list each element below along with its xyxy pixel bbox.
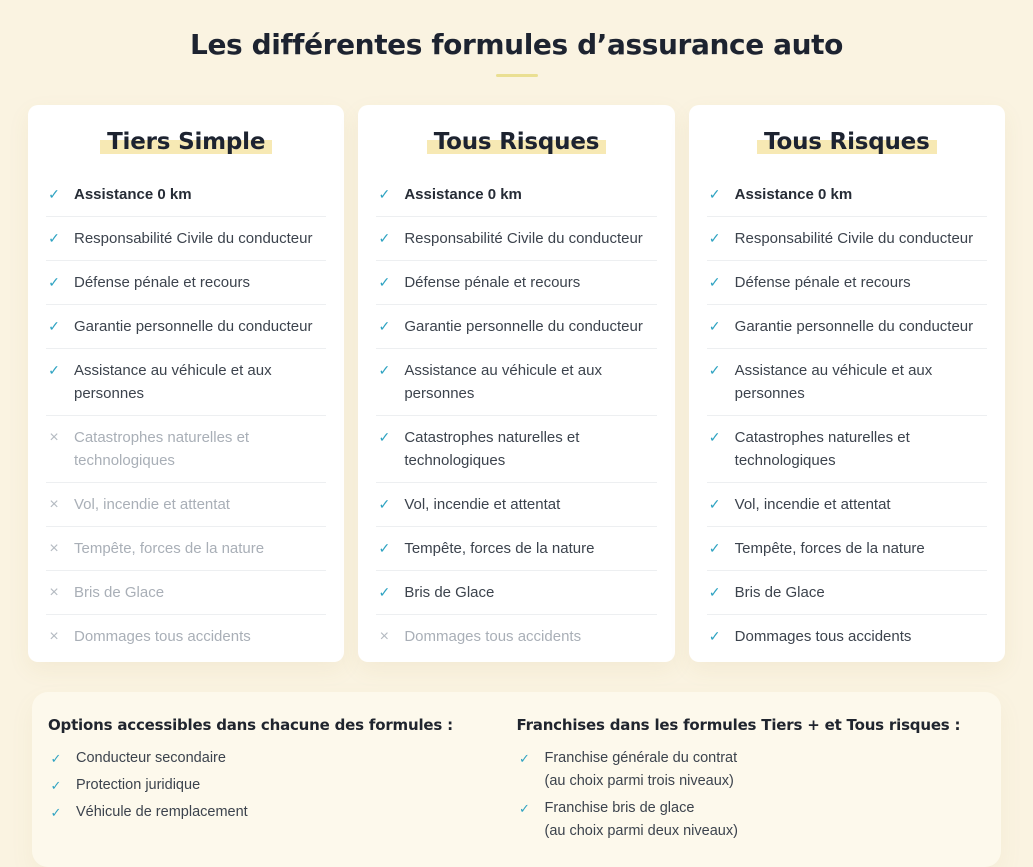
option-item xyxy=(48,801,517,824)
check-icon: ✓ xyxy=(378,496,391,512)
plan-cards xyxy=(28,105,1005,662)
check-icon: ✓ xyxy=(378,540,391,556)
check-icon: ✓ xyxy=(708,274,721,290)
title-accent-bar xyxy=(496,74,538,77)
feature-label: Garantie personnelle du conducteur xyxy=(734,318,974,335)
check-icon: ✓ xyxy=(708,429,721,445)
feature-label: Dommages tous accidents xyxy=(404,628,582,645)
franchise-item-note: (au choix parmi trois niveaux) xyxy=(544,773,734,789)
check-icon: ✓ xyxy=(378,318,391,334)
check-icon: ✓ xyxy=(708,496,721,512)
check-icon: ✓ xyxy=(708,318,721,334)
feature-label: Assistance 0 km xyxy=(74,186,192,203)
franchise-item xyxy=(517,797,986,843)
options-heading: Options accessibles dans chacune des formules : xyxy=(48,716,453,734)
cross-icon: × xyxy=(49,496,59,513)
franchise-item-label: Franchise générale du contrat xyxy=(544,750,738,766)
feature-row xyxy=(46,349,326,416)
feature-list xyxy=(376,173,656,658)
feature-row xyxy=(46,173,326,217)
check-icon: ✓ xyxy=(708,628,721,644)
feature-row xyxy=(376,527,656,571)
feature-label: Catastrophes naturelles et technologiques xyxy=(734,429,910,469)
feature-label: Bris de Glace xyxy=(734,584,825,601)
feature-label: Défense pénale et recours xyxy=(74,274,250,291)
check-icon: ✓ xyxy=(48,230,60,246)
feature-row xyxy=(376,217,656,261)
options-list xyxy=(48,747,517,824)
feature-label: Responsabilité Civile du conducteur xyxy=(74,230,313,247)
feature-label: Garantie personnelle du conducteur xyxy=(404,318,643,335)
feature-row xyxy=(46,483,326,527)
feature-row xyxy=(707,349,987,416)
cross-icon: × xyxy=(49,628,59,645)
franchises-list xyxy=(517,747,986,843)
feature-row xyxy=(376,483,656,527)
option-item-label: Véhicule de remplacement xyxy=(76,804,248,820)
plan-card-title xyxy=(46,129,326,155)
check-icon: ✓ xyxy=(378,429,391,445)
check-icon: ✓ xyxy=(48,318,60,334)
plan-card-title-highlight: Tiers Simple xyxy=(100,129,272,155)
feature-row xyxy=(46,527,326,571)
plan-card-title-highlight: Tous Risques xyxy=(757,129,937,155)
feature-label: Assistance au véhicule et aux personnes xyxy=(404,362,602,402)
feature-label: Dommages tous accidents xyxy=(74,628,251,645)
feature-row xyxy=(707,416,987,483)
check-icon: ✓ xyxy=(708,584,721,600)
feature-row xyxy=(376,615,656,658)
feature-row xyxy=(707,305,987,349)
check-icon: ✓ xyxy=(378,274,391,290)
option-item-label: Conducteur secondaire xyxy=(76,750,226,766)
feature-row xyxy=(376,261,656,305)
feature-row xyxy=(376,571,656,615)
check-icon: ✓ xyxy=(708,186,721,202)
franchise-item-label: Franchise bris de glace xyxy=(544,800,695,816)
franchises-heading: Franchises dans les formules Tiers + et Tous risques : xyxy=(516,716,961,734)
check-icon: ✓ xyxy=(378,186,391,202)
feature-row xyxy=(46,416,326,483)
feature-label: Vol, incendie et attentat xyxy=(404,496,561,513)
franchise-item-note: (au choix parmi deux niveaux) xyxy=(544,823,738,839)
check-icon: ✓ xyxy=(378,362,391,378)
feature-row xyxy=(707,261,987,305)
option-item-body xyxy=(76,747,226,770)
feature-label: Dommages tous accidents xyxy=(734,628,912,645)
feature-label: Vol, incendie et attentat xyxy=(74,496,230,513)
check-icon: ✓ xyxy=(708,362,721,378)
check-icon: ✓ xyxy=(378,230,391,246)
plan-card xyxy=(689,105,1005,662)
feature-list xyxy=(46,173,326,658)
option-item-body xyxy=(76,801,248,824)
feature-label: Assistance 0 km xyxy=(404,186,522,203)
check-icon: ✓ xyxy=(50,805,62,820)
feature-label: Responsabilité Civile du conducteur xyxy=(734,230,974,247)
feature-row xyxy=(376,305,656,349)
feature-list xyxy=(707,173,987,658)
option-item-body xyxy=(76,774,200,797)
check-icon: ✓ xyxy=(48,186,60,202)
plan-card xyxy=(28,105,344,662)
franchise-item xyxy=(517,747,986,793)
feature-row xyxy=(376,173,656,217)
feature-label: Défense pénale et recours xyxy=(734,274,911,291)
cross-icon: × xyxy=(49,584,59,601)
feature-row xyxy=(707,615,987,658)
option-item xyxy=(48,774,517,797)
feature-label: Tempête, forces de la nature xyxy=(74,540,265,557)
cross-icon: × xyxy=(49,429,59,446)
footer-panel xyxy=(32,692,1001,867)
feature-label: Catastrophes naturelles et technologiques xyxy=(74,429,250,469)
feature-label: Responsabilité Civile du conducteur xyxy=(404,230,643,247)
feature-row xyxy=(707,527,987,571)
feature-label: Garantie personnelle du conducteur xyxy=(74,318,313,335)
plan-card xyxy=(358,105,674,662)
plan-card-title-highlight: Tous Risques xyxy=(427,129,607,155)
cross-icon: × xyxy=(379,628,389,645)
option-item-label: Protection juridique xyxy=(76,777,201,793)
cross-icon: × xyxy=(49,540,59,557)
options-section xyxy=(48,716,517,847)
feature-row xyxy=(376,416,656,483)
feature-label: Vol, incendie et attentat xyxy=(734,496,891,513)
feature-label: Tempête, forces de la nature xyxy=(734,540,925,557)
page-title: Les différentes formules d’assurance auto xyxy=(190,28,843,61)
feature-label: Bris de Glace xyxy=(404,584,495,601)
feature-row xyxy=(707,217,987,261)
franchise-item-body xyxy=(545,747,738,793)
option-item xyxy=(48,747,517,770)
check-icon: ✓ xyxy=(519,751,530,766)
feature-label: Assistance au véhicule et aux personnes xyxy=(74,362,272,402)
plan-card-title xyxy=(376,129,656,155)
check-icon: ✓ xyxy=(708,230,721,246)
franchises-section xyxy=(517,716,986,847)
feature-row xyxy=(46,615,326,658)
feature-row xyxy=(707,483,987,527)
feature-label: Défense pénale et recours xyxy=(404,274,581,291)
check-icon: ✓ xyxy=(378,584,391,600)
feature-label: Tempête, forces de la nature xyxy=(404,540,595,557)
check-icon: ✓ xyxy=(48,362,60,378)
feature-label: Assistance au véhicule et aux personnes xyxy=(734,362,933,402)
check-icon: ✓ xyxy=(50,751,62,766)
plan-card-title xyxy=(707,129,987,155)
feature-row xyxy=(707,173,987,217)
check-icon: ✓ xyxy=(708,540,721,556)
check-icon: ✓ xyxy=(50,778,62,793)
check-icon: ✓ xyxy=(519,801,530,816)
franchise-item-body xyxy=(545,797,738,843)
feature-label: Assistance 0 km xyxy=(734,186,853,203)
feature-row xyxy=(46,305,326,349)
feature-row xyxy=(46,261,326,305)
feature-row xyxy=(376,349,656,416)
feature-row xyxy=(46,217,326,261)
feature-row xyxy=(46,571,326,615)
feature-label: Catastrophes naturelles et technologiques xyxy=(404,429,580,469)
feature-row xyxy=(707,571,987,615)
feature-label: Bris de Glace xyxy=(74,584,165,601)
check-icon: ✓ xyxy=(48,274,60,290)
